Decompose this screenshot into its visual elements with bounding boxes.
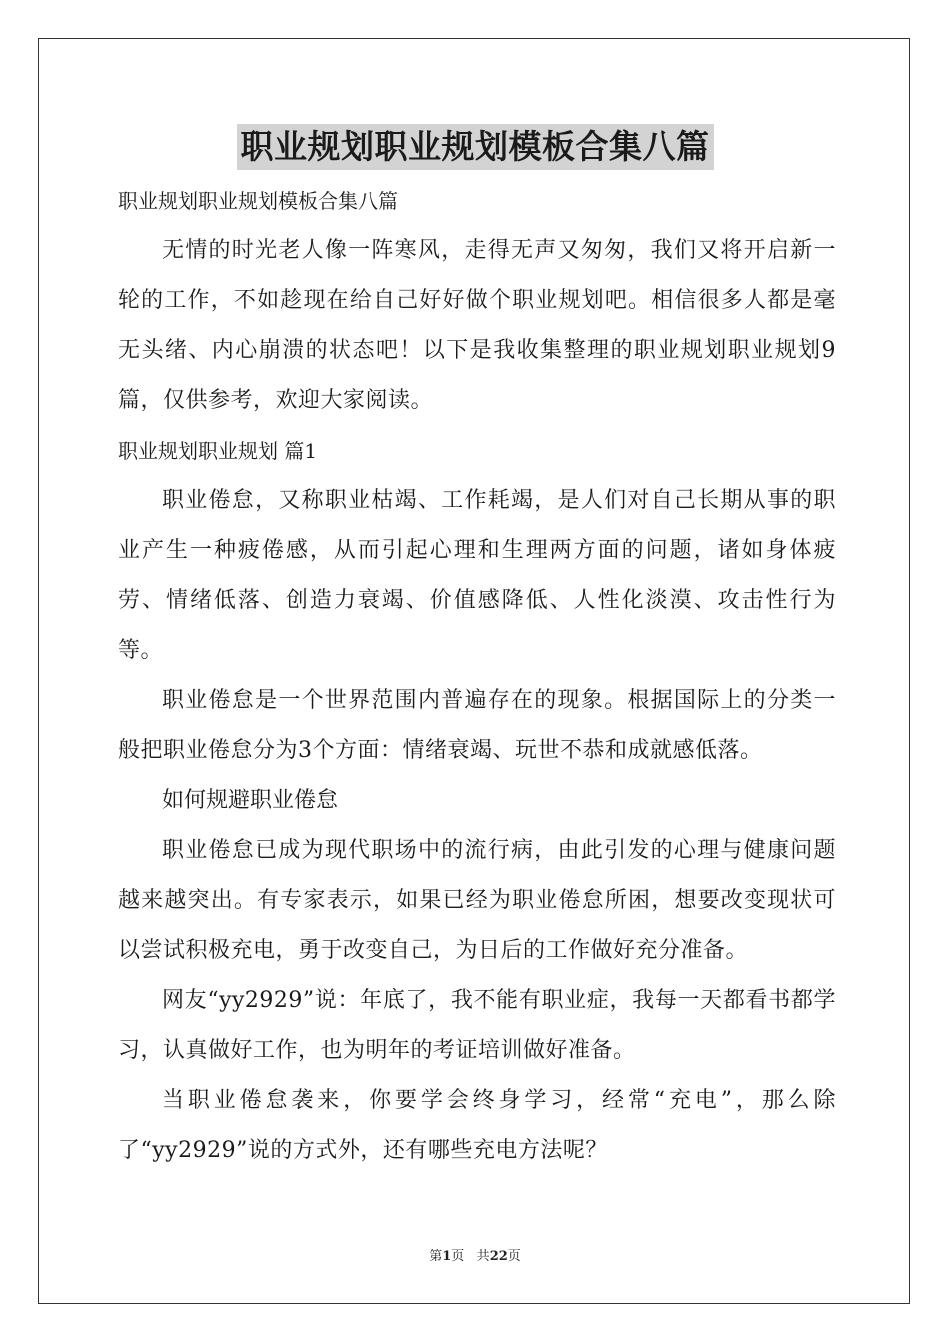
body-paragraph: 职业倦怠是一个世界范围内普遍存在的现象。根据国际上的分类一般把职业倦怠分为3个方面：情绪衰竭、玩世不恭和成就感低落。 bbox=[118, 688, 836, 763]
page-suffix: 页 bbox=[451, 1249, 465, 1264]
total-prefix: 共 bbox=[476, 1249, 490, 1264]
total-pages: 22 bbox=[489, 1249, 508, 1264]
title-container bbox=[0, 124, 950, 170]
intro-paragraph: 无情的时光老人像一阵寒风，走得无声又匆匆，我们又将开启新一轮的工作，不如趁现在给自己好好做个职业规划吧。相信很多人都是毫无头绪、内心崩溃的状态吧！以下是我收集整理的职业规划职业规划9篇，仅供参考，欢迎大家阅读。 bbox=[118, 238, 836, 413]
document-subtitle: 职业规划职业规划模板合集八篇 bbox=[118, 189, 398, 213]
subheading: 如何规避职业倦怠 bbox=[162, 788, 339, 813]
page-prefix: 第 bbox=[429, 1249, 443, 1264]
document-title: 职业规划职业规划模板合集八篇 bbox=[237, 124, 714, 170]
body-paragraph: 网友“yy2929”说：年底了，我不能有职业症，我每一天都看书都学习，认真做好工作，也为明年的考证培训做好准备。 bbox=[118, 988, 836, 1063]
document-body bbox=[118, 176, 836, 1176]
page-number: 1 bbox=[442, 1249, 452, 1264]
section-heading: 职业规划职业规划 篇1 bbox=[118, 439, 318, 463]
body-paragraph: 当职业倦怠袭来，你要学会终身学习，经常“充电”，那么除了“yy2929”说的方式外，还有哪些充电方法呢？ bbox=[118, 1088, 836, 1163]
body-paragraph: 职业倦怠，又称职业枯竭、工作耗竭，是人们对自己长期从事的职业产生一种疲倦感，从而引起心理和生理两方面的问题，诸如身体疲劳、情绪低落、创造力衰竭、价值感降低、人性化淡漠、攻击性行为等。 bbox=[118, 488, 836, 663]
total-suffix: 页 bbox=[507, 1249, 521, 1264]
body-paragraph: 职业倦怠已成为现代职场中的流行病，由此引发的心理与健康问题越来越突出。有专家表示，如果已经为职业倦怠所困，想要改变现状可以尝试积极充电，勇于改变自己，为日后的工作做好充分准备。 bbox=[118, 838, 836, 963]
page-footer bbox=[0, 1245, 950, 1264]
